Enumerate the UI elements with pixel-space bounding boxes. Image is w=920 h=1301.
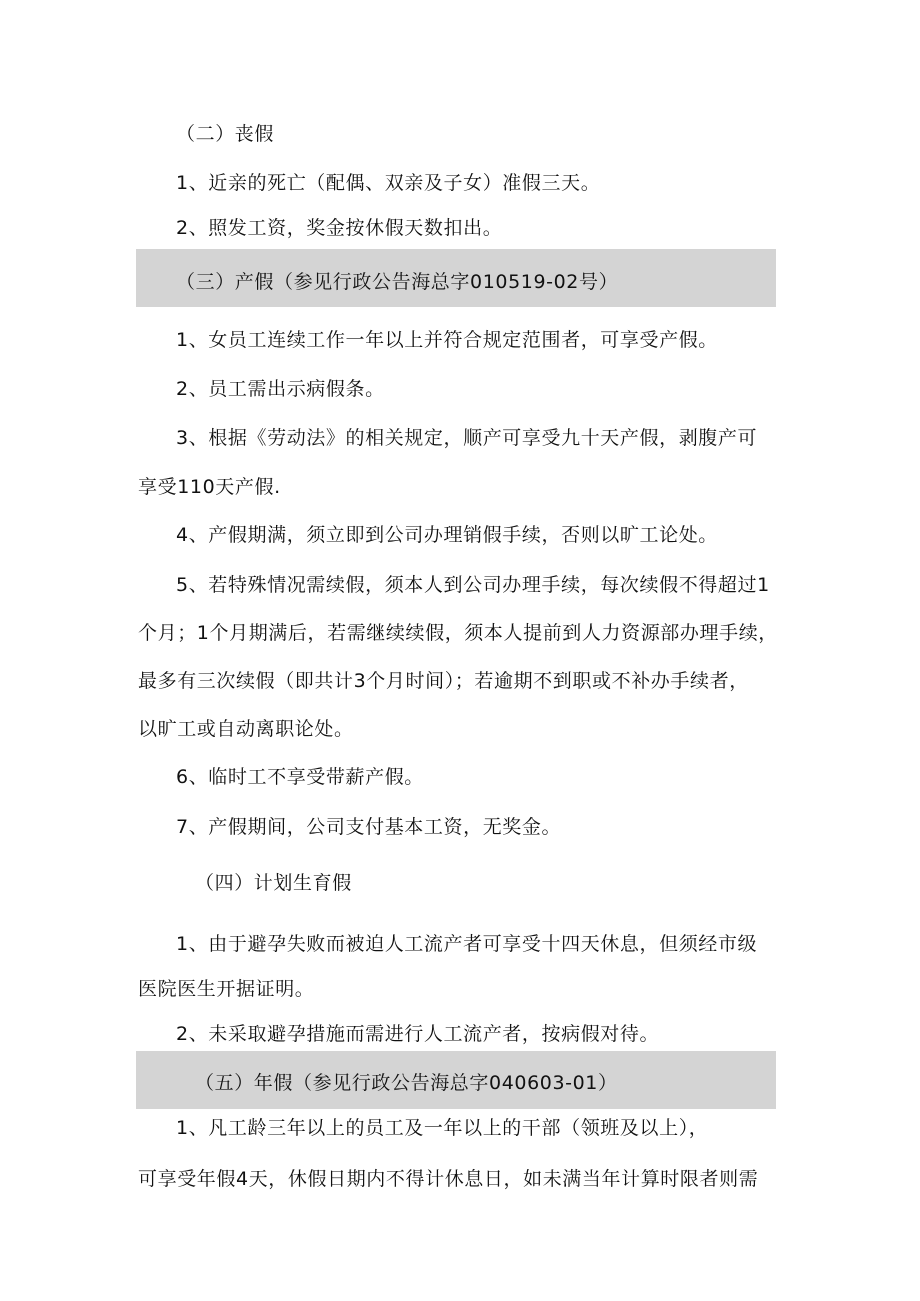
section-heading-annual: （五）年假（参见行政公告海总字040603-01）	[195, 1072, 618, 1094]
paragraph-line-continuation: 以旷工或自动离职论处。	[138, 718, 354, 740]
paragraph-line-continuation: 最多有三次续假（即共计3个月时间）；若逾期不到职或不补办手续者，	[138, 670, 749, 692]
paragraph-line: 4、产假期满，须立即到公司办理销假手续，否则以旷工论处。	[176, 524, 718, 546]
paragraph-line-continuation: 享受110天产假.	[138, 476, 281, 498]
paragraph-line-continuation: 医院医生开据证明。	[138, 978, 315, 1000]
paragraph-line: 6、临时工不享受带薪产假。	[176, 766, 424, 788]
paragraph-line: 1、由于避孕失败而被迫人工流产者可享受十四天休息，但须经市级	[176, 933, 758, 955]
section-heading-family-planning: （四）计划生育假	[195, 872, 352, 894]
paragraph-line: 7、产假期间，公司支付基本工资，无奖金。	[176, 816, 562, 838]
paragraph-line: 2、照发工资，奖金按休假天数扣出。	[176, 217, 503, 239]
paragraph-line: 2、员工需出示病假条。	[176, 378, 385, 400]
paragraph-line: 3、根据《劳动法》的相关规定，顺产可享受九十天产假，剥腹产可	[176, 427, 758, 449]
paragraph-line: 1、近亲的死亡（配偶、双亲及子女）准假三天。	[176, 172, 601, 194]
section-heading-maternity: （三）产假（参见行政公告海总字010519-02号）	[176, 271, 619, 293]
paragraph-line-continuation: 个月；1个月期满后，若需继续续假，须本人提前到人力资源部办理手续，	[138, 622, 778, 644]
paragraph-line: 2、未采取避孕措施而需进行人工流产者，按病假对待。	[176, 1023, 660, 1045]
paragraph-line: 1、女员工连续工作一年以上并符合规定范围者，可享受产假。	[176, 329, 718, 351]
paragraph-line-continuation: 可享受年假4天，休假日期内不得计休息日，如未满当年计算时限者则需	[138, 1168, 759, 1190]
paragraph-line: 1、凡工龄三年以上的员工及一年以上的干部（领班及以上），	[176, 1117, 709, 1139]
paragraph-line: 5、若特殊情况需续假，须本人到公司办理手续，每次续假不得超过1	[176, 574, 770, 596]
section-heading-bereavement: （二）丧假	[176, 123, 275, 145]
